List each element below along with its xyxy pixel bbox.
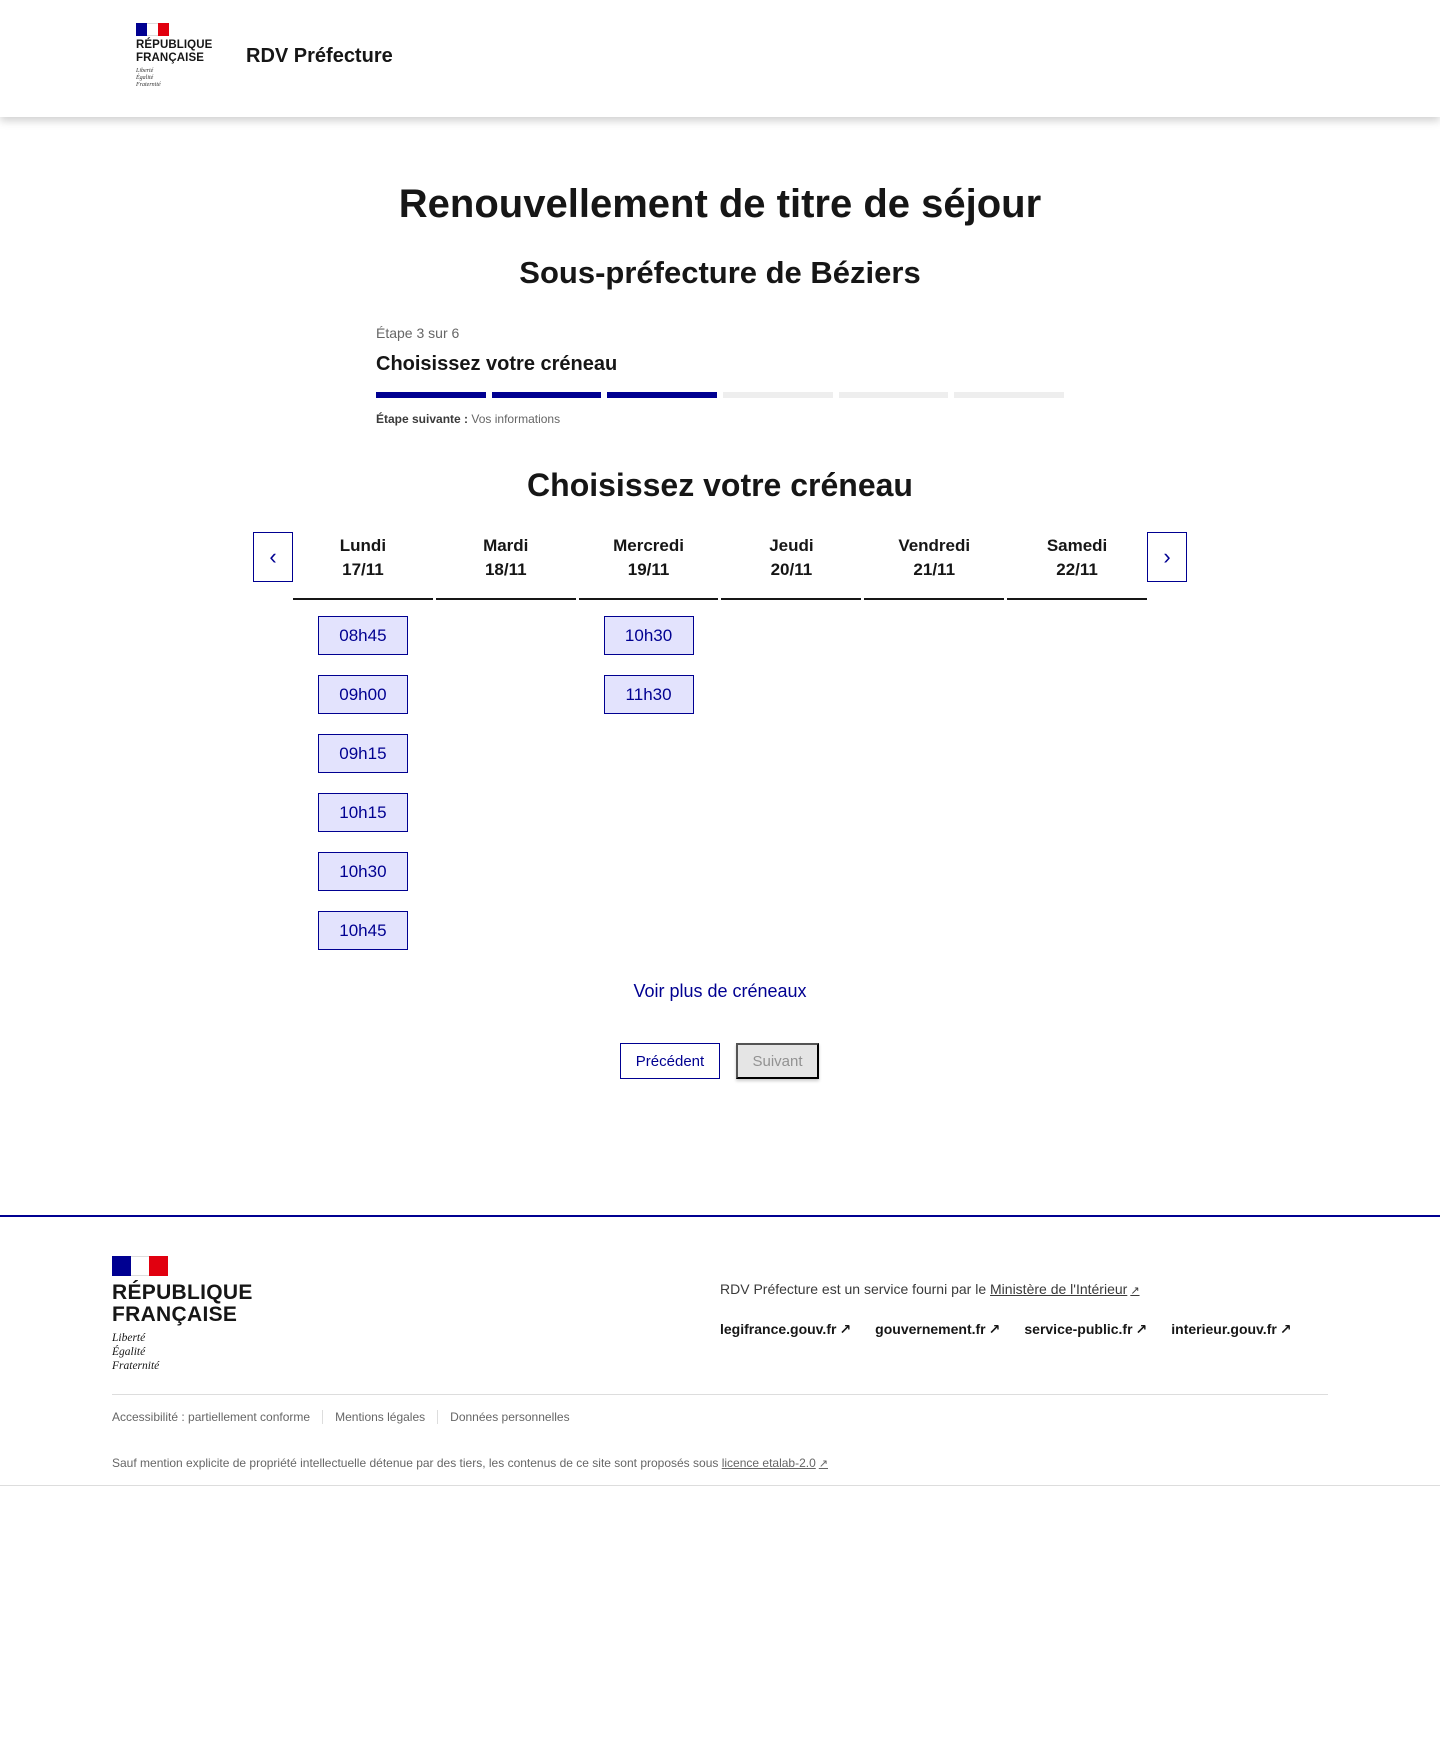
republique-francaise-logo[interactable] [136, 23, 226, 89]
more-slots-link[interactable]: Voir plus de créneaux [633, 981, 807, 1001]
day-column [1007, 530, 1147, 950]
footer-motto-liberte: Liberté [112, 1332, 146, 1344]
day-date: 18/11 [484, 560, 527, 579]
external-link-icon: ↗ [988, 1321, 1001, 1337]
footer-motto-egalite: Égalité [112, 1346, 146, 1358]
footer-bottom-link[interactable]: Mentions légales [322, 1410, 437, 1424]
ministere-interieur-link-label: Ministère de l'Intérieur [990, 1281, 1128, 1297]
previous-button[interactable]: Précédent [620, 1043, 720, 1079]
day-header [721, 530, 861, 600]
service-name[interactable]: RDV Préfecture [246, 45, 393, 67]
time-slot-button[interactable]: 10h45 [318, 911, 408, 950]
time-slot-button[interactable]: 11h30 [604, 675, 694, 714]
footer-logo-motto [112, 1331, 253, 1373]
day-column [721, 530, 861, 950]
day-column [579, 530, 719, 950]
chevron-left-icon: ‹ [269, 544, 277, 569]
day-header [436, 530, 576, 600]
day-date: 20/11 [770, 560, 813, 579]
slot-list [604, 616, 694, 714]
licence-link[interactable] [722, 1456, 828, 1470]
time-slot-button[interactable]: 10h30 [604, 616, 694, 655]
footer-external-link[interactable] [720, 1321, 851, 1338]
day-name: Samedi [1046, 536, 1108, 555]
footer-links [720, 1321, 1292, 1338]
ministere-interieur-link[interactable] [990, 1281, 1140, 1297]
slot-list [318, 616, 408, 950]
page-title: Renouvellement de titre de séjour [398, 182, 1042, 226]
day-name: Mercredi [613, 536, 684, 555]
stepper-bar-6 [954, 392, 1064, 398]
day-date: 21/11 [913, 560, 956, 579]
external-link-icon: ↗ [839, 1321, 852, 1337]
chevron-right-icon: › [1163, 544, 1171, 569]
external-link-icon: ↗ [1279, 1321, 1292, 1337]
day-header [293, 530, 433, 600]
footer-external-link[interactable] [875, 1321, 1000, 1338]
footer-republique-francaise-logo[interactable] [112, 1256, 253, 1373]
footer-logo-line-2: FRANÇAISE [112, 1303, 238, 1326]
day-column [293, 530, 433, 950]
stepper-bar-1 [376, 392, 486, 398]
day-name: Mardi [483, 536, 529, 555]
time-slot-button[interactable]: 09h00 [318, 675, 408, 714]
footer-external-link[interactable] [1024, 1321, 1147, 1338]
marianne-flag-icon [136, 23, 169, 36]
external-link-icon: ↗ [818, 1458, 828, 1470]
day-date: 22/11 [1056, 560, 1098, 579]
footer-description-text: RDV Préfecture est un service fourni par le [720, 1281, 987, 1297]
motto-egalite: Égalité [136, 75, 154, 81]
next-week-button[interactable] [1147, 532, 1187, 582]
site-footer [0, 1215, 1440, 1486]
stepper-state: Étape 3 sur 6 [376, 325, 460, 341]
previous-week-button[interactable] [253, 532, 293, 582]
day-date: 17/11 [342, 560, 384, 579]
footer-external-link-label: interieur.gouv.fr [1171, 1321, 1277, 1337]
logo-line-1: RÉPUBLIQUE [136, 39, 213, 51]
day-column [436, 530, 576, 950]
footer-external-link[interactable] [1171, 1321, 1291, 1338]
day-date: 19/11 [627, 560, 670, 579]
motto-fraternite: Fraternité [136, 82, 161, 88]
stepper-bar-3 [607, 392, 717, 398]
day-header [579, 530, 719, 600]
stepper-next-label: Étape suivante : [376, 412, 469, 426]
footer-logo-line-1: RÉPUBLIQUE [112, 1281, 253, 1304]
external-link-icon: ↗ [1135, 1321, 1148, 1337]
time-slot-button[interactable]: 10h15 [318, 793, 408, 832]
footer-external-link-label: legifrance.gouv.fr [720, 1321, 837, 1337]
licence-link-label: licence etalab-2.0 [721, 1456, 816, 1470]
footer-bottom-link[interactable]: Données personnelles [437, 1410, 581, 1424]
external-link-icon: ↗ [1130, 1285, 1140, 1297]
day-name: Lundi [339, 536, 387, 555]
slot-section-title: Choisissez votre créneau [527, 467, 913, 503]
stepper-bar-2 [492, 392, 602, 398]
stepper [376, 325, 1064, 426]
footer-external-link-label: service-public.fr [1024, 1321, 1133, 1337]
calendar-days [293, 530, 1147, 950]
time-slot-button[interactable]: 10h30 [318, 852, 408, 891]
day-name: Vendredi [898, 536, 971, 555]
stepper-progress [376, 392, 1064, 398]
footer-motto-fraternite: Fraternité [112, 1360, 160, 1372]
day-name: Jeudi [769, 536, 814, 555]
footer-bottom-links [112, 1410, 582, 1424]
logo-line-2: FRANÇAISE [136, 52, 204, 64]
marianne-flag-icon [112, 1256, 168, 1276]
stepper-bar-5 [839, 392, 949, 398]
stepper-next-value: Vos informations [471, 412, 561, 426]
licence-text: Sauf mention explicite de propriété intellectuelle détenue par des tiers, les contenus de ce site sont proposés sous [112, 1456, 719, 1470]
footer-external-link-label: gouvernement.fr [875, 1321, 986, 1337]
footer-description [720, 1281, 1140, 1297]
page-subtitle: Sous-préfecture de Béziers [519, 255, 921, 290]
site-header [0, 0, 1440, 117]
footer-licence [112, 1456, 828, 1470]
day-header [864, 530, 1004, 600]
logo-motto [136, 68, 226, 89]
time-slot-button[interactable]: 08h45 [318, 616, 408, 655]
stepper-next [376, 412, 1064, 426]
day-column [864, 530, 1004, 950]
day-header [1007, 530, 1147, 600]
footer-bottom-link[interactable]: Accessibilité : partiellement conforme [112, 1410, 311, 1424]
next-button[interactable]: Suivant [736, 1043, 819, 1079]
stepper-current-title: Choisissez votre créneau [376, 353, 618, 375]
footer-divider [112, 1394, 1328, 1395]
stepper-bar-4 [723, 392, 833, 398]
time-slot-button[interactable]: 09h15 [318, 734, 408, 773]
motto-liberte: Liberté [136, 68, 154, 74]
